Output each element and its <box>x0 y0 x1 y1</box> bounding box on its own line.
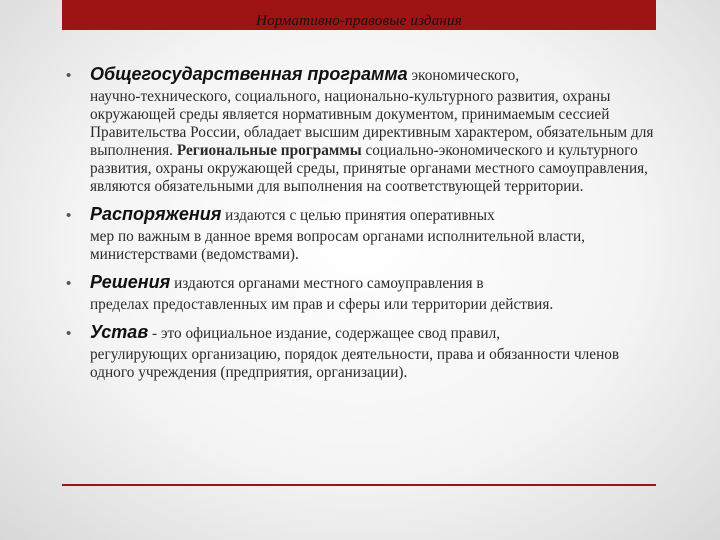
item-body: научно-технического, социального, национально-культурного развития, охраны окружающей среды является нормативным документом, принимаемым сессией Правительства России, обладает высшим директивным характером, обязательным для выполнения. Региональные программы социально-экономического и культурного развития, охраны окружающей среды, принятые органами местного самоуправления, являются обязательными для выполнения на соответствующей территории. <box>90 88 654 195</box>
item-lead: - это официальное издание, содержащее свод правил, <box>148 325 501 342</box>
term-decisions: Решения <box>90 272 171 292</box>
bottom-divider <box>62 484 656 486</box>
item-lead: экономического, <box>407 67 520 84</box>
term-charter: Устав <box>90 322 149 342</box>
list-item-orders <box>62 202 662 264</box>
list-item-program <box>62 62 662 196</box>
bullet-icon: • <box>66 325 72 342</box>
item-lead: издаются с целью принятия оперативных <box>221 207 495 224</box>
term-orders: Распоряжения <box>90 204 222 224</box>
bullet-icon: • <box>66 207 72 224</box>
item-body: мер по важным в данное время вопросам органами исполнительной власти, министерствами (ведомствами). <box>90 228 585 263</box>
bullet-icon: • <box>66 67 72 84</box>
list-item-charter <box>62 320 662 382</box>
bullet-icon: • <box>66 275 72 292</box>
title-bar <box>62 0 656 30</box>
list-item-decisions <box>62 270 662 314</box>
bullet-list <box>62 62 662 388</box>
term-regional-programs: Региональные программы <box>176 142 362 159</box>
item-body: регулирующих организацию, порядок деятельности, права и обязанности членов одного учреждения (предприятия, организации). <box>90 346 620 381</box>
item-body: пределах предоставленных им прав и сферы или территории действия. <box>90 296 554 313</box>
slide-title: Нормативно-правовые издания <box>256 13 462 29</box>
item-lead: издаются органами местного самоуправления в <box>170 275 484 292</box>
term-program: Общегосударственная программа <box>90 64 408 84</box>
